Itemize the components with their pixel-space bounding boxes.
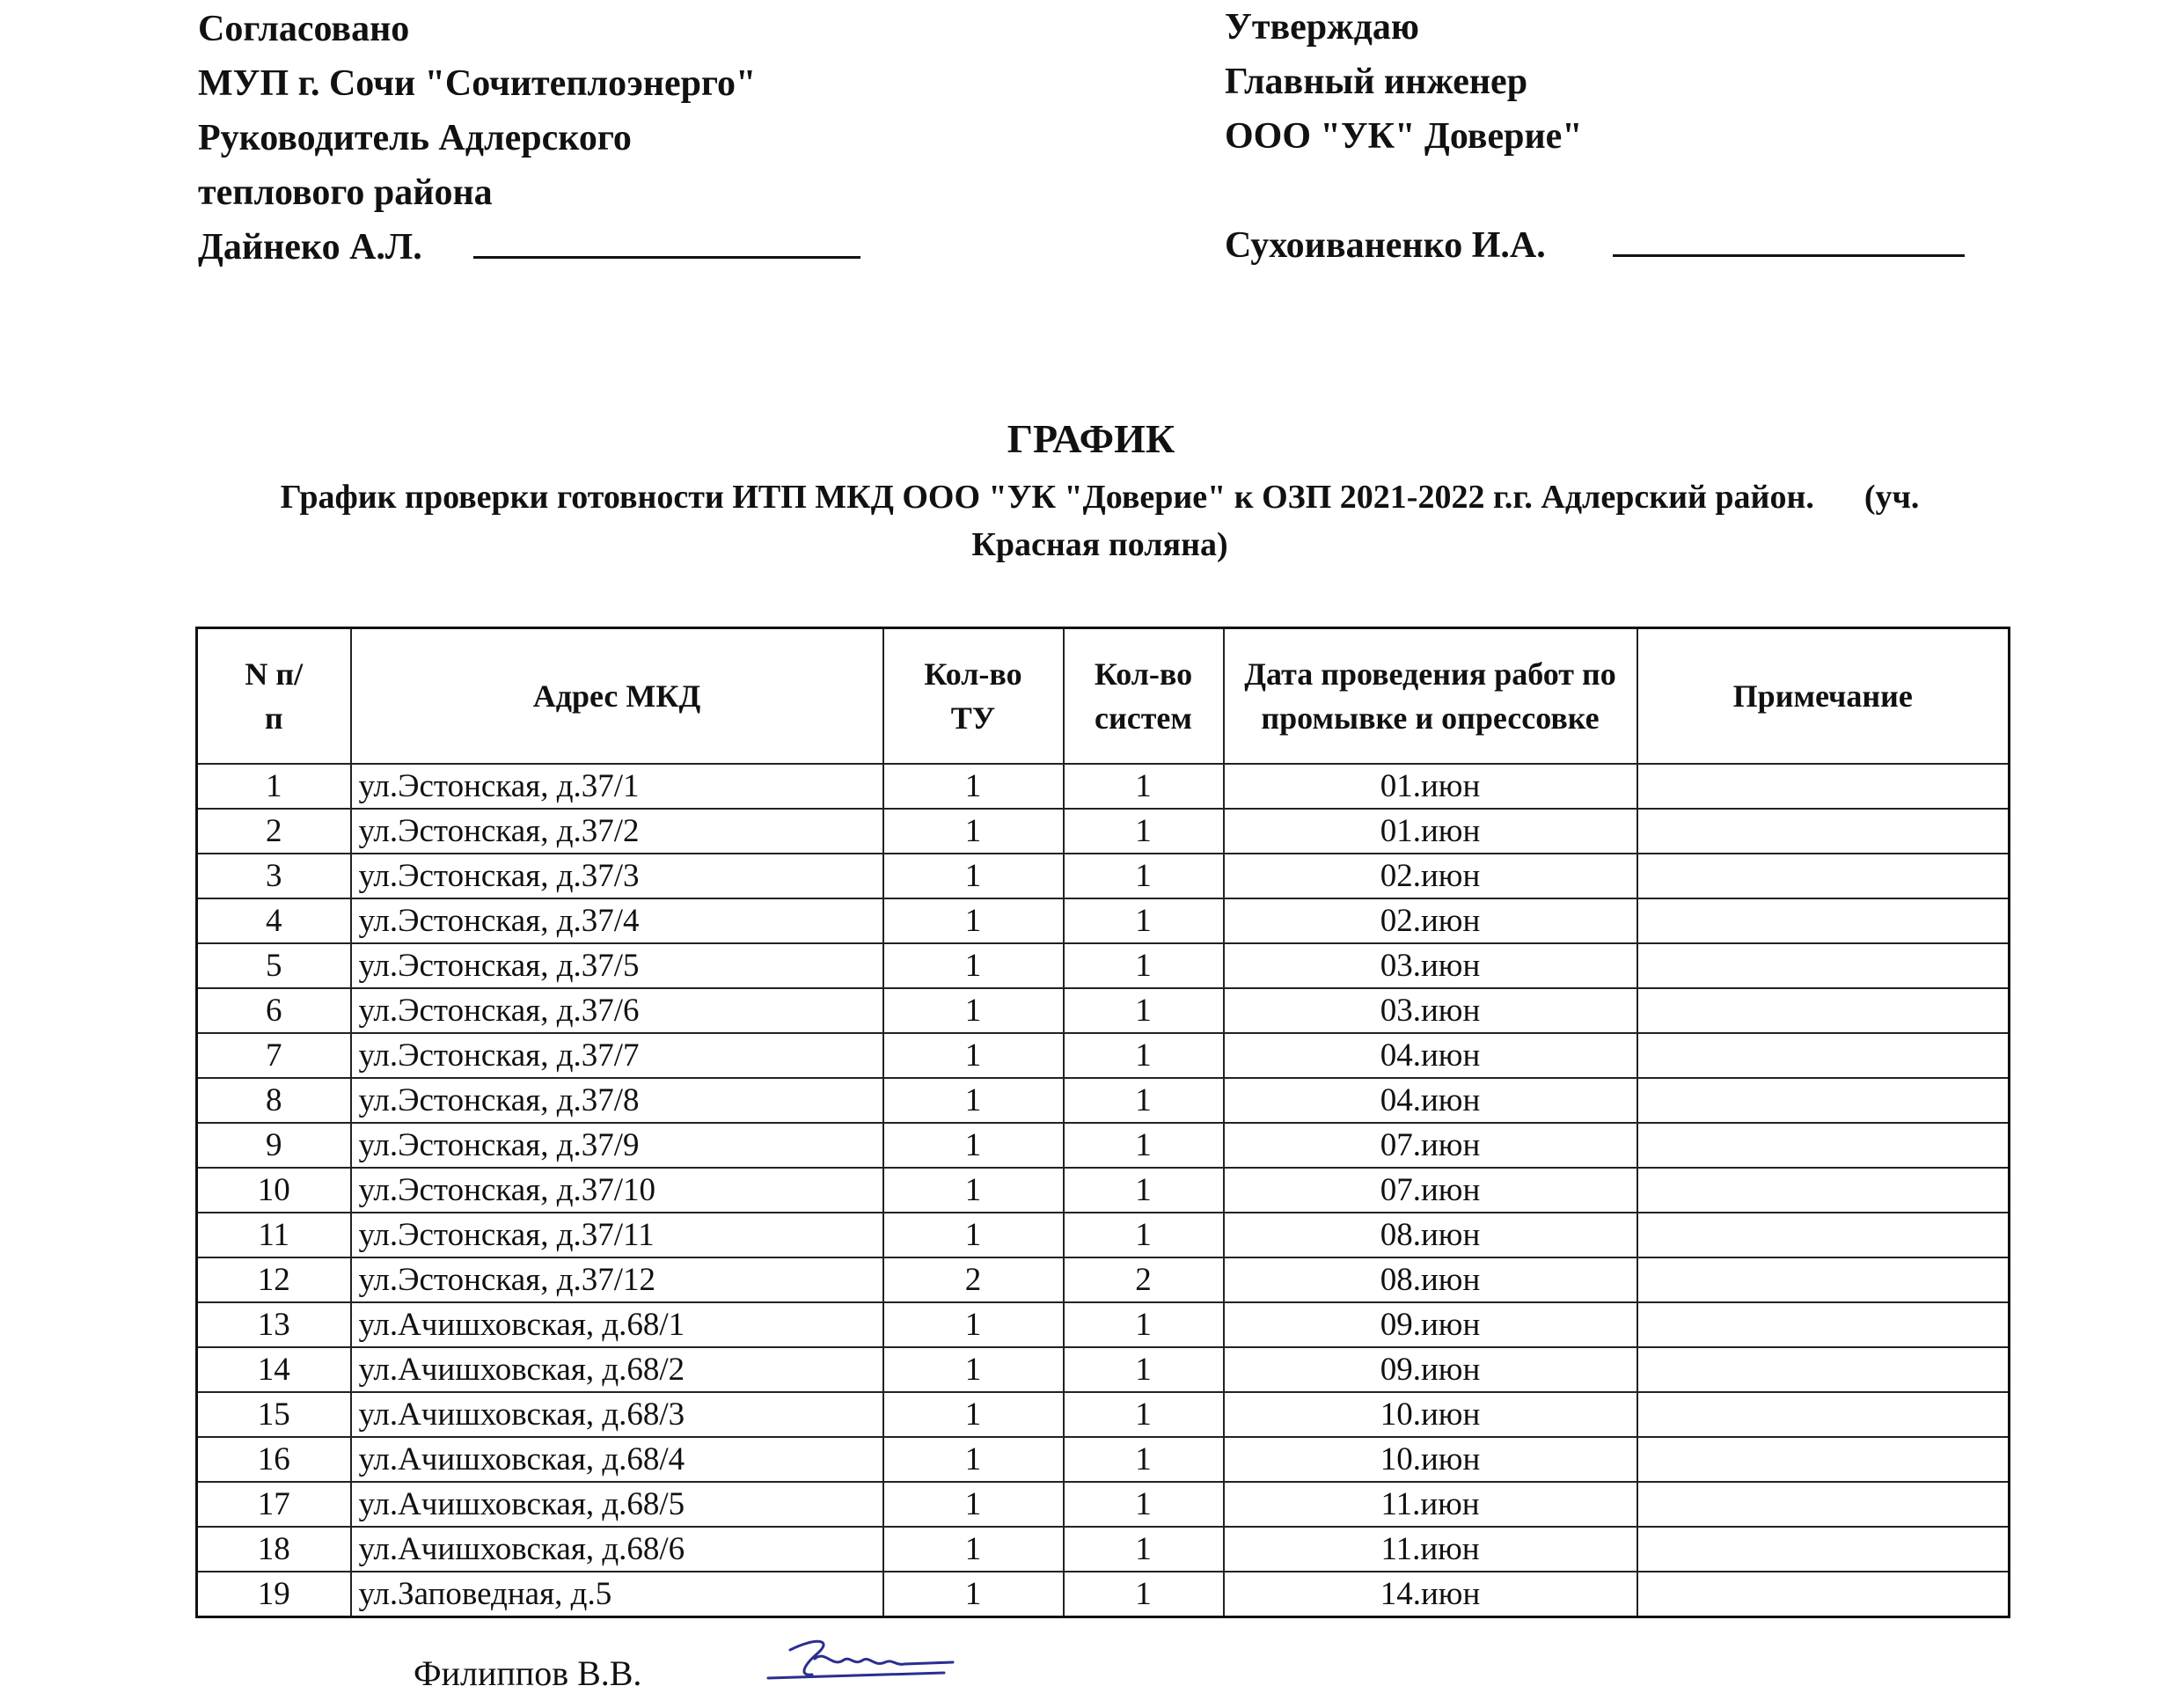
cell-system-count: 1	[1064, 943, 1224, 988]
table-row	[197, 1482, 2010, 1527]
cell-number: 8	[197, 1078, 351, 1123]
cell-system-count: 1	[1064, 1078, 1224, 1123]
cell-note	[1637, 1078, 2010, 1123]
cell-number: 3	[197, 854, 351, 898]
footer-signer: Филиппов В.В.	[414, 1653, 642, 1693]
table-row	[197, 1078, 2010, 1123]
cell-date: 09.июн	[1224, 1347, 1637, 1392]
table-row	[197, 809, 2010, 854]
cell-number: 14	[197, 1347, 351, 1392]
cell-tu-count: 1	[883, 764, 1064, 809]
approval-right-line: Главный инженер	[1225, 62, 1528, 102]
cell-date: 04.июн	[1224, 1078, 1637, 1123]
cell-address: ул.Ачишховская, д.68/2	[351, 1347, 883, 1392]
table-row	[197, 943, 2010, 988]
cell-address: ул.Эстонская, д.37/11	[351, 1213, 883, 1257]
subtitle-line: График проверки готовности ИТП МКД ООО "УК "Доверие" к ОЗП 2021-2022 г.г. Адлерский район. (уч.	[280, 479, 1920, 516]
cell-address: ул.Эстонская, д.37/9	[351, 1123, 883, 1168]
header-tu: Кол-во ТУ	[883, 628, 1064, 765]
document-title: ГРАФИК	[1007, 416, 1175, 461]
cell-system-count: 1	[1064, 1302, 1224, 1347]
approval-left-signer: Дайнеко А.Л.	[198, 227, 422, 268]
signature-line-left	[473, 221, 860, 259]
table-row	[197, 898, 2010, 943]
spacer	[1225, 164, 1965, 218]
approval-right-signer-row	[1225, 218, 1965, 273]
cell-system-count: 1	[1064, 764, 1224, 809]
cell-system-count: 1	[1064, 1123, 1224, 1168]
cell-note	[1637, 1482, 2010, 1527]
cell-tu-count: 1	[883, 1347, 1064, 1392]
cell-note	[1637, 854, 2010, 898]
header-note: Примечание	[1637, 628, 2010, 765]
cell-note	[1637, 764, 2010, 809]
cell-address: ул.Эстонская, д.37/3	[351, 854, 883, 898]
cell-date: 03.июн	[1224, 943, 1637, 988]
cell-date: 10.июн	[1224, 1392, 1637, 1437]
cell-tu-count: 2	[883, 1257, 1064, 1302]
cell-system-count: 1	[1064, 988, 1224, 1033]
cell-address: ул.Ачишховская, д.68/4	[351, 1437, 883, 1482]
table-header-row	[197, 628, 2010, 765]
table-row	[197, 854, 2010, 898]
cell-tu-count: 1	[883, 1437, 1064, 1482]
approval-right-block	[1225, 0, 1965, 273]
cell-number: 15	[197, 1392, 351, 1437]
cell-number: 1	[197, 764, 351, 809]
cell-address: ул.Эстонская, д.37/12	[351, 1257, 883, 1302]
cell-address: ул.Ачишховская, д.68/6	[351, 1527, 883, 1572]
signature-line-right	[1613, 219, 1965, 257]
table-row	[197, 988, 2010, 1033]
cell-address: ул.Заповедная, д.5	[351, 1572, 883, 1617]
approval-left-block	[198, 2, 860, 275]
cell-tu-count: 1	[883, 1572, 1064, 1617]
approval-right-signer: Сухоиваненко И.А.	[1225, 225, 1546, 266]
cell-number: 19	[197, 1572, 351, 1617]
cell-system-count: 1	[1064, 1168, 1224, 1213]
cell-tu-count: 1	[883, 1123, 1064, 1168]
cell-number: 11	[197, 1213, 351, 1257]
cell-system-count: 1	[1064, 1392, 1224, 1437]
cell-number: 12	[197, 1257, 351, 1302]
cell-system-count: 1	[1064, 854, 1224, 898]
cell-note	[1637, 1213, 2010, 1257]
cell-address: ул.Эстонская, д.37/6	[351, 988, 883, 1033]
cell-address: ул.Эстонская, д.37/1	[351, 764, 883, 809]
approval-right-line: ООО "УК" Доверие"	[1225, 116, 1583, 157]
cell-note	[1637, 809, 2010, 854]
cell-address: ул.Эстонская, д.37/7	[351, 1033, 883, 1078]
cell-number: 18	[197, 1527, 351, 1572]
cell-tu-count: 1	[883, 1078, 1064, 1123]
cell-date: 03.июн	[1224, 988, 1637, 1033]
cell-date: 11.июн	[1224, 1482, 1637, 1527]
cell-number: 4	[197, 898, 351, 943]
cell-system-count: 1	[1064, 1527, 1224, 1572]
cell-date: 08.июн	[1224, 1257, 1637, 1302]
approval-left-line: Руководитель Адлерского	[198, 118, 632, 158]
cell-address: ул.Эстонская, д.37/2	[351, 809, 883, 854]
cell-tu-count: 1	[883, 1482, 1064, 1527]
cell-address: ул.Эстонская, д.37/4	[351, 898, 883, 943]
cell-tu-count: 1	[883, 1033, 1064, 1078]
cell-number: 10	[197, 1168, 351, 1213]
table-row	[197, 1123, 2010, 1168]
cell-tu-count: 1	[883, 854, 1064, 898]
cell-tu-count: 1	[883, 1527, 1064, 1572]
cell-note	[1637, 1302, 2010, 1347]
cell-tu-count: 1	[883, 1168, 1064, 1213]
cell-date: 04.июн	[1224, 1033, 1637, 1078]
cell-tu-count: 1	[883, 943, 1064, 988]
cell-date: 01.июн	[1224, 764, 1637, 809]
approval-left-line: теплового района	[198, 172, 493, 213]
cell-date: 11.июн	[1224, 1527, 1637, 1572]
cell-number: 17	[197, 1482, 351, 1527]
cell-date: 10.июн	[1224, 1437, 1637, 1482]
handwritten-signature	[764, 1632, 957, 1694]
document-subtitle	[220, 473, 1980, 568]
cell-number: 13	[197, 1302, 351, 1347]
header-systems: Кол-во систем	[1064, 628, 1224, 765]
cell-date: 08.июн	[1224, 1213, 1637, 1257]
cell-system-count: 1	[1064, 1347, 1224, 1392]
table-row	[197, 1213, 2010, 1257]
cell-note	[1637, 1123, 2010, 1168]
cell-note	[1637, 988, 2010, 1033]
cell-note	[1637, 1257, 2010, 1302]
cell-system-count: 1	[1064, 809, 1224, 854]
cell-address: ул.Ачишховская, д.68/5	[351, 1482, 883, 1527]
cell-system-count: 1	[1064, 1482, 1224, 1527]
cell-system-count: 1	[1064, 1572, 1224, 1617]
table-body	[197, 764, 2010, 1617]
cell-system-count: 1	[1064, 1437, 1224, 1482]
table-row	[197, 1437, 2010, 1482]
cell-note	[1637, 1347, 2010, 1392]
cell-tu-count: 1	[883, 1213, 1064, 1257]
table-row	[197, 1302, 2010, 1347]
cell-address: ул.Ачишховская, д.68/3	[351, 1392, 883, 1437]
cell-date: 02.июн	[1224, 898, 1637, 943]
table-row	[197, 1392, 2010, 1437]
cell-tu-count: 1	[883, 898, 1064, 943]
cell-note	[1637, 943, 2010, 988]
header-address: Адрес МКД	[351, 628, 883, 765]
approval-right-line: Утверждаю	[1225, 7, 1419, 48]
cell-address: ул.Эстонская, д.37/10	[351, 1168, 883, 1213]
cell-system-count: 1	[1064, 898, 1224, 943]
cell-note	[1637, 1392, 2010, 1437]
cell-note	[1637, 1437, 2010, 1482]
cell-number: 5	[197, 943, 351, 988]
cell-number: 2	[197, 809, 351, 854]
cell-note	[1637, 898, 2010, 943]
cell-note	[1637, 1572, 2010, 1617]
cell-number: 16	[197, 1437, 351, 1482]
cell-date: 07.июн	[1224, 1123, 1637, 1168]
schedule-table	[195, 627, 2010, 1618]
approval-left-line: Согласовано	[198, 9, 410, 49]
cell-number: 6	[197, 988, 351, 1033]
approval-left-line: МУП г. Сочи "Сочитеплоэнерго"	[198, 63, 757, 104]
cell-system-count: 1	[1064, 1213, 1224, 1257]
cell-tu-count: 1	[883, 1302, 1064, 1347]
cell-system-count: 1	[1064, 1033, 1224, 1078]
cell-note	[1637, 1168, 2010, 1213]
header-num: N п/п	[197, 628, 351, 765]
table-row	[197, 764, 2010, 809]
table-row	[197, 1257, 2010, 1302]
cell-date: 09.июн	[1224, 1302, 1637, 1347]
cell-address: ул.Эстонская, д.37/8	[351, 1078, 883, 1123]
cell-tu-count: 1	[883, 809, 1064, 854]
cell-address: ул.Ачишховская, д.68/1	[351, 1302, 883, 1347]
cell-date: 07.июн	[1224, 1168, 1637, 1213]
table-row	[197, 1347, 2010, 1392]
table-row	[197, 1572, 2010, 1617]
cell-date: 01.июн	[1224, 809, 1637, 854]
cell-address: ул.Эстонская, д.37/5	[351, 943, 883, 988]
cell-system-count: 2	[1064, 1257, 1224, 1302]
cell-number: 7	[197, 1033, 351, 1078]
table-row	[197, 1033, 2010, 1078]
table-row	[197, 1168, 2010, 1213]
cell-date: 02.июн	[1224, 854, 1637, 898]
cell-tu-count: 1	[883, 988, 1064, 1033]
approval-left-signer-row	[198, 220, 860, 275]
cell-tu-count: 1	[883, 1392, 1064, 1437]
cell-number: 9	[197, 1123, 351, 1168]
cell-note	[1637, 1033, 2010, 1078]
cell-note	[1637, 1527, 2010, 1572]
table-row	[197, 1527, 2010, 1572]
header-date: Дата проведения работ по промывке и опрессовке	[1224, 628, 1637, 765]
cell-date: 14.июн	[1224, 1572, 1637, 1617]
subtitle-line: Красная поляна)	[971, 526, 1228, 563]
